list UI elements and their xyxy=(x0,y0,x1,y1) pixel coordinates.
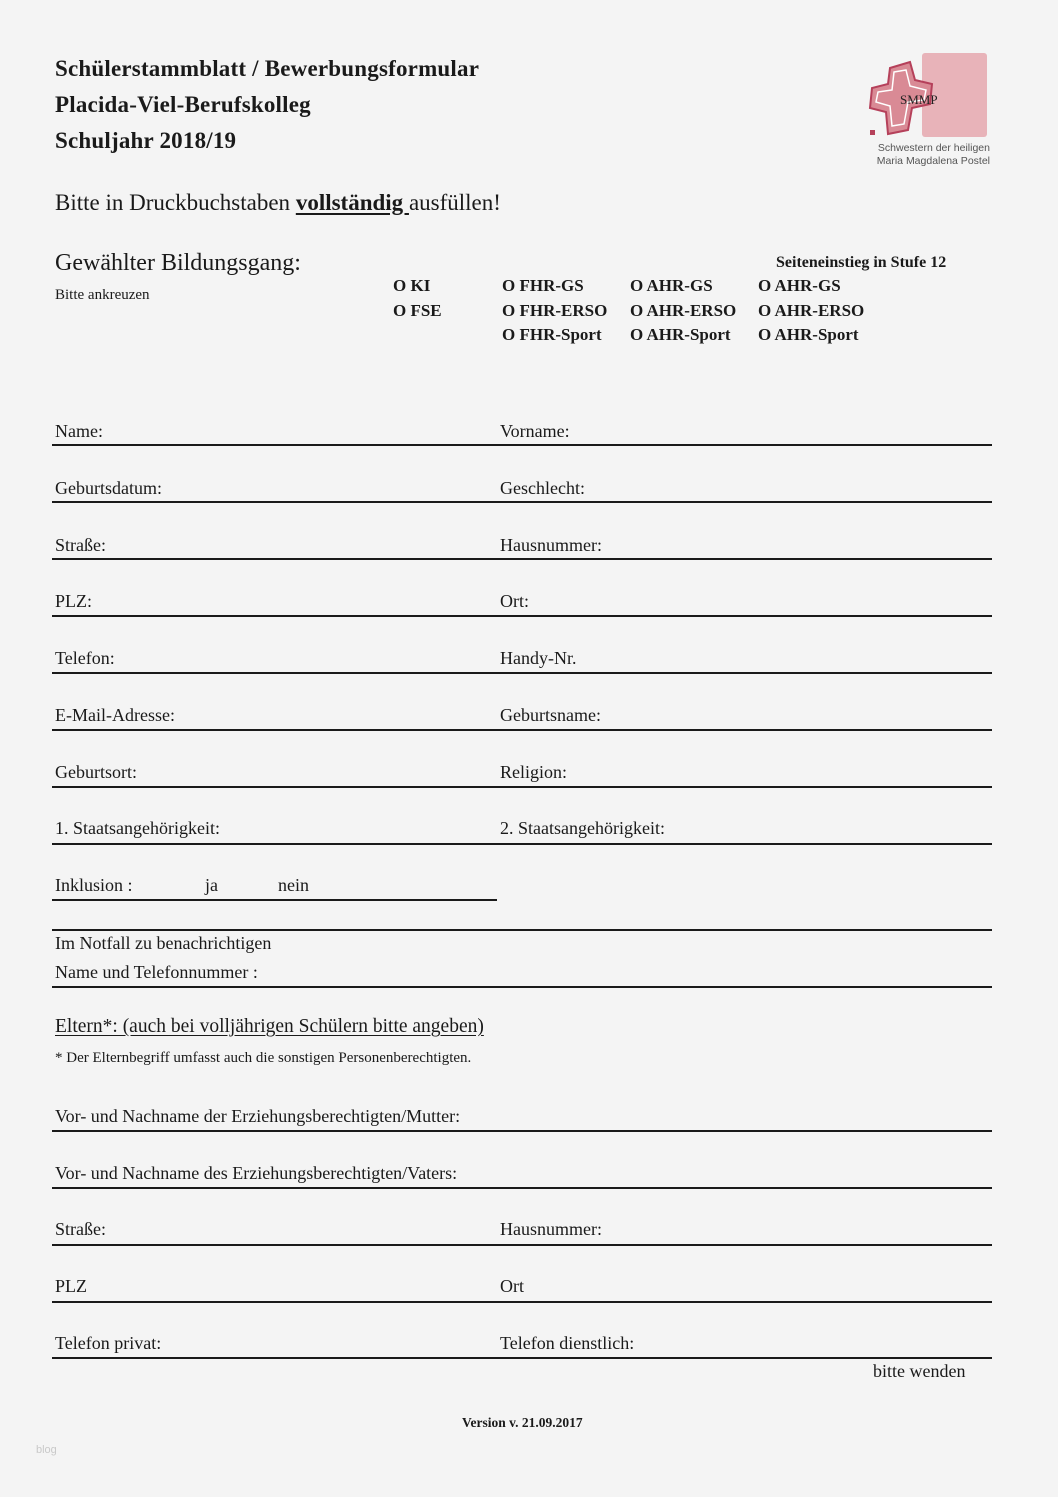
school-name: Placida-Viel-Berufskolleg xyxy=(55,92,311,117)
form-title: Schülerstammblatt / Bewerbungsformular xyxy=(55,56,480,81)
hausnummer-label: Hausnummer: xyxy=(500,535,602,555)
strasse-label: Straße: xyxy=(55,535,106,555)
eltern-plz-label: PLZ xyxy=(55,1276,88,1296)
version-label: Version v. 21.09.2017 xyxy=(462,1415,583,1430)
staatsangehoerigkeit-line[interactable] xyxy=(52,843,992,845)
option-seiteneinstieg-ahr-erso[interactable]: O AHR-ERSO xyxy=(758,301,865,320)
notfall-label-1: Im Notfall zu benachrichtigen xyxy=(55,933,272,953)
bildungsgang-title: Gewählter Bildungsgang: xyxy=(55,250,301,276)
name-label: Name: xyxy=(55,421,103,441)
telefon-dienstlich-label: Telefon dienstlich: xyxy=(500,1333,635,1353)
watermark: blog xyxy=(36,1444,57,1456)
vater-label: Vor- und Nachname des Erziehungsberechtigten/Vaters: xyxy=(55,1163,458,1183)
bitte-wenden: bitte wenden xyxy=(873,1361,966,1381)
mutter-label: Vor- und Nachname der Erziehungsberechtigten/Mutter: xyxy=(55,1106,461,1126)
eltern-note: * Der Elternbegriff umfasst auch die sonstigen Personenberechtigten. xyxy=(55,1050,472,1066)
inklusion-ja[interactable]: ja xyxy=(205,875,218,895)
mutter-line[interactable] xyxy=(52,1130,992,1132)
option-fhr-gs[interactable]: O FHR-GS xyxy=(502,276,584,295)
option-ahr-erso[interactable]: O AHR-ERSO xyxy=(630,301,737,320)
geburtsdatum-label: Geburtsdatum: xyxy=(55,478,162,498)
option-ahr-sport[interactable]: O AHR-Sport xyxy=(630,325,731,344)
geburtsort-line[interactable] xyxy=(52,786,992,788)
instruction-before: Bitte in Druckbuchstaben xyxy=(55,190,296,215)
geburtsort-label: Geburtsort: xyxy=(55,762,137,782)
option-seiteneinstieg-ahr-sport[interactable]: O AHR-Sport xyxy=(758,325,859,344)
geburtsname-label: Geburtsname: xyxy=(500,705,601,725)
instruction xyxy=(55,190,501,216)
eltern-plz-line[interactable] xyxy=(52,1301,992,1303)
inklusion-line xyxy=(52,899,497,901)
notfall-line[interactable] xyxy=(52,986,992,988)
instruction-after: ausfüllen! xyxy=(408,190,501,215)
geburtsdatum-line[interactable] xyxy=(52,501,992,503)
email-label: E-Mail-Adresse: xyxy=(55,705,175,725)
school-year: Schuljahr 2018/19 xyxy=(55,128,237,153)
email-line[interactable] xyxy=(52,729,992,731)
bildungsgang-hint: Bitte ankreuzen xyxy=(55,287,150,303)
telefon-line[interactable] xyxy=(52,672,992,674)
seiteneinstieg-label: Seiteneinstieg in Stufe 12 xyxy=(776,254,947,271)
instruction-emphasis: vollständig xyxy=(295,190,409,215)
logo-caption-1: Schwestern der heiligen xyxy=(877,142,990,154)
telefon-label: Telefon: xyxy=(55,648,115,668)
option-fse[interactable]: O FSE xyxy=(393,301,442,320)
ort-label: Ort: xyxy=(500,591,529,611)
handy-label: Handy-Nr. xyxy=(500,648,577,668)
eltern-title: Eltern*: (auch bei volljährigen Schülern bitte angeben) xyxy=(55,1016,484,1037)
option-fhr-erso[interactable]: O FHR-ERSO xyxy=(502,301,608,320)
option-fhr-sport[interactable]: O FHR-Sport xyxy=(502,325,602,344)
option-ki[interactable]: O KI xyxy=(393,276,431,295)
staatsangehoerigkeit1-label: 1. Staatsangehörigkeit: xyxy=(55,818,220,838)
eltern-strasse-line[interactable] xyxy=(52,1244,992,1246)
plz-label: PLZ: xyxy=(55,591,93,611)
inklusion-label: Inklusion : xyxy=(55,875,133,895)
religion-label: Religion: xyxy=(500,762,567,782)
option-ahr-gs[interactable]: O AHR-GS xyxy=(630,276,713,295)
telefon-privat-label: Telefon privat: xyxy=(55,1333,162,1353)
name-line[interactable] xyxy=(52,444,992,446)
strasse-line[interactable] xyxy=(52,558,992,560)
smmp-logo xyxy=(860,50,990,170)
telefon-privat-line[interactable] xyxy=(52,1357,992,1359)
vater-line[interactable] xyxy=(52,1187,992,1189)
plz-line[interactable] xyxy=(52,615,992,617)
notfall-top-line xyxy=(52,929,992,931)
eltern-hausnummer-label: Hausnummer: xyxy=(500,1219,602,1239)
vorname-label: Vorname: xyxy=(500,421,570,441)
smmp-cross-icon xyxy=(860,50,990,145)
eltern-ort-label: Ort xyxy=(500,1276,524,1296)
logo-caption-2: Maria Magdalena Postel xyxy=(876,155,990,167)
option-seiteneinstieg-ahr-gs[interactable]: O AHR-GS xyxy=(758,276,841,295)
geschlecht-label: Geschlecht: xyxy=(500,478,585,498)
notfall-label-2: Name und Telefonnummer : xyxy=(55,962,258,982)
inklusion-nein[interactable]: nein xyxy=(278,875,309,895)
staatsangehoerigkeit2-label: 2. Staatsangehörigkeit: xyxy=(500,818,665,838)
logo-text: SMMP xyxy=(900,92,938,107)
eltern-strasse-label: Straße: xyxy=(55,1219,106,1239)
